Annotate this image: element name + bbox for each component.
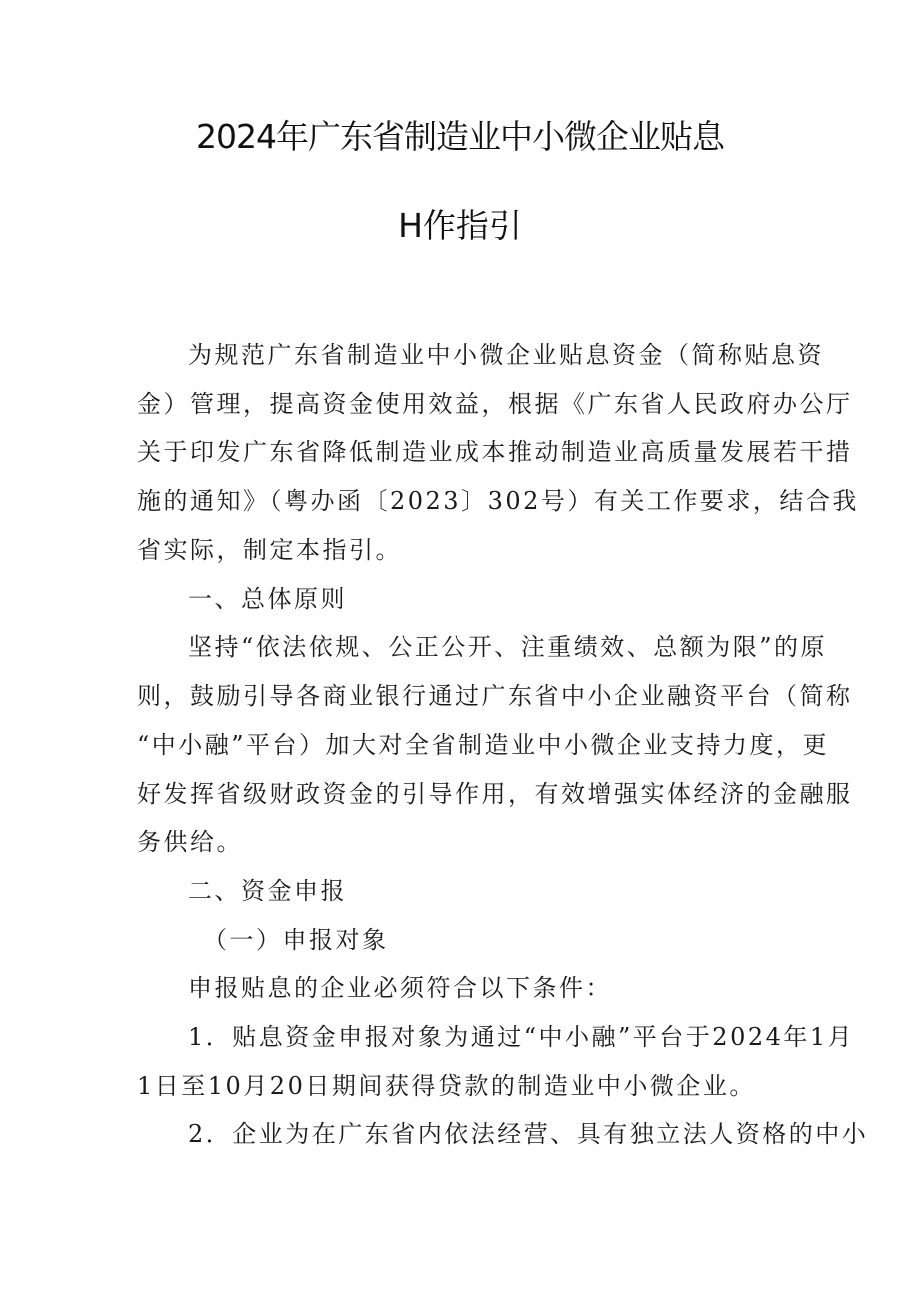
paragraph-line: 金）管理，提高资金使用效益，根据《广东省人民政府办公厅 xyxy=(137,390,853,418)
section-heading: 二、资金申报 xyxy=(188,877,347,905)
section-heading: 一、总体原则 xyxy=(188,585,347,613)
paragraph-line: 申报贴息的企业必须符合以下条件： xyxy=(188,974,612,1002)
paragraph-line: 为规范广东省制造业中小微企业贴息资金（简称贴息资 xyxy=(188,341,824,369)
list-item-line: 1．贴息资金申报对象为通过“中小融”平台于2024年1月 xyxy=(188,1023,855,1051)
paragraph-line: “中小融”平台）加大对全省制造业中小微企业支持力度，更 xyxy=(137,731,830,759)
paragraph-line: 关于印发广东省降低制造业成本推动制造业高质量发展若干措 xyxy=(137,438,853,466)
paragraph-line: 务供给。 xyxy=(137,828,243,856)
list-item-line: 2．企业为在广东省内依法经营、具有独立法人资格的中小 xyxy=(188,1120,869,1148)
subsection-heading: （一）申报对象 xyxy=(203,926,389,954)
paragraph-line: 施的通知》（粤办函〔2023〕302号）有关工作要求，结合我 xyxy=(137,487,859,515)
paragraph-line: 好发挥省级财政资金的引导作用，有效增强实体经济的金融服 xyxy=(137,780,853,808)
paragraph-line: 则，鼓励引导各商业银行通过广东省中小企业融资平台（简称 xyxy=(137,682,853,710)
paragraph-line: 省实际，制定本指引。 xyxy=(137,536,402,564)
document-title-line-1: 2024年广东省制造业中小微企业贴息 xyxy=(196,117,724,156)
list-item-line: 1日至10月20日期间获得贷款的制造业中小微企业。 xyxy=(137,1072,756,1100)
document-title-line-2: H作指引 xyxy=(398,206,522,245)
paragraph-line: 坚持“依法依规、公正公开、注重绩效、总额为限”的原 xyxy=(188,633,828,661)
